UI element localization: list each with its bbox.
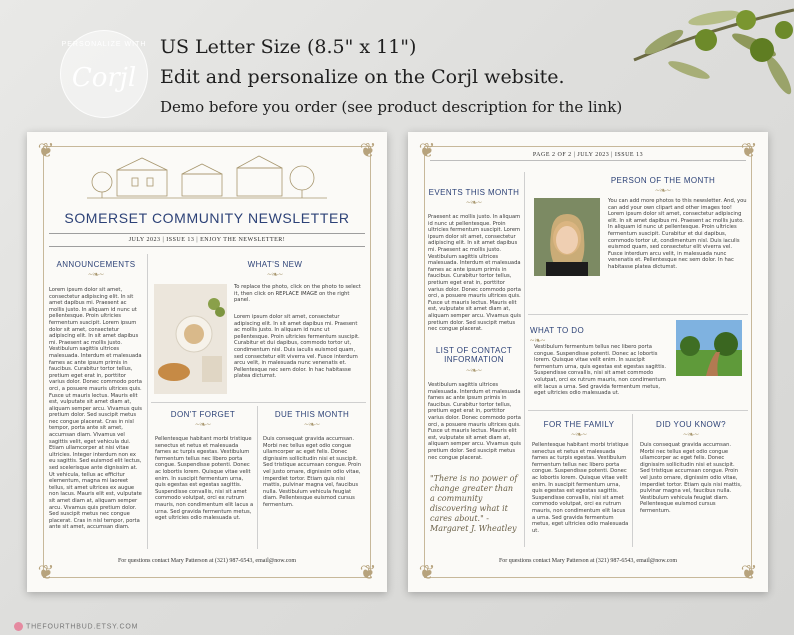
laurel-sprig-icon: ~❧~ [530, 336, 546, 345]
due-this-month-body: Duis consequat gravida accumsan. Morbi nec tellus eget odio congue ullamcorper ac eget felis. Donec dignissim sollicitudin nisi et suscipit. Sed tristique accumsan congue. Proin vel justo ornare, dignissim odio vitae, imperdiet tortor. Etiam quis nisi mattis, pulvinar magna vel, faucibus nulla. Vestibulum vehicula feugiat diam. Pellentesque euismod cursus fermentum. [263, 436, 362, 508]
laurel-sprig-icon: ~❧~ [304, 420, 320, 429]
person-photo[interactable] [534, 198, 600, 276]
laurel-sprig-icon: ~❧~ [683, 430, 699, 439]
laurel-sprig-icon: ~❧~ [466, 366, 482, 375]
headline-size: US Letter Size (8.5" x 11") [160, 36, 417, 58]
section-divider [151, 402, 366, 403]
dont-forget-body: Pellentesque habitant morbi tristique senectus et netus et malesuada fames ac turpis egestas. Vestibulum fermentum tellus nec libero porta congue. Suspendisse potenti. Donec ac lobortis lorem. Quisque vitae velit enim. In suscipit fermentum urna, quis egestas est egestas sagittis. Suspendisse convallis, nisi sit amet commodo volutpat, orci ex rutrum mauris, non condimentum elit lacus a urna. Sed gravida fermentum metus, eget ultricies odio malesuada ut. [155, 436, 254, 522]
events-body: Praesent ac mollis justo. In aliquam id nunc ut pellentesque. Proin ultricies fermentum suscipit. Lorem ipsum dolor sit amet, consectetur adipiscing elit. In sit amet dapibus mi. Praesent ac mollis justo. Vestibulum sagittis ultrices malesuada. Interdum et malesuada fames ac ante ipsum primis in faucibus. Curabitur tortor tellus, pretium eget erat in, porttitor varius dolor. Donec commodo porta orci, a posuere mauris ultrices quis. Fusce ut mauris lectus. Mauris elit est, vulputate sit amet diam at, aliquam semper arcu. Vivamus quis pretium dolor. Sed suscipit metus nec congue placerat. [428, 214, 521, 333]
headline-edit: Edit and personalize on the Corjl website. [160, 66, 565, 88]
events-heading: EVENTS THIS MONTH [428, 188, 520, 197]
seal-brand: Corjl [71, 63, 137, 93]
newsletter-page-1 [27, 132, 387, 592]
laurel-sprig-icon: ~❧~ [655, 186, 671, 195]
contact-heading: LIST OF CONTACT INFORMATION [435, 346, 513, 364]
whats-new-body: Lorem ipsum dolor sit amet, consectetur adipiscing elit. In sit amet dapibus mi. Praesent ac mollis justo. In aliquam id nunc ut pellentesque. Proin ultricies fermentum suscipit. Curabitur et dui dapibus, commodo tortor ut, condimentum nisl. Duis iaculis euismod quam, sed consectetur elit viverra vel. Fusce interdum arcu velit, in malesuada nunc venenatis et. Pellentesque nec sem dolor. In hac habitasse platea dictumst. [234, 314, 360, 380]
did-you-know-body: Duis consequat gravida accumsan. Morbi nec tellus eget odio congue ullamcorper ac eget felis. Donec dignissim sollicitudin nisi et suscipit. Sed tristique accumsan congue. Proin vel justo ornare, dignissim odio vitae, imperdiet tortor. Etiam quis nisi mattis, pulvinar magna vel, faucibus nulla. Vestibulum vehicula feugiat diam. Pellentesque euismod cursus fermentum. [640, 442, 742, 514]
for-family-heading: FOR THE FAMILY [543, 420, 615, 429]
announcements-body: Lorem ipsum dolor sit amet, consectetur adipiscing elit. In sit amet dapibus mi. Praesent ac mollis justo. In aliquam id nunc ut pellentesque. Proin ultricies fermentum suscipit. Lorem ipsum dolor sit amet, consectetur adipiscing elit. In sit amet dapibus mi. Praesent ac mollis justo. Vestibulum sagittis ultrices malesuada. Interdum et malesuada fames ac ante ipsum primis in faucibus. Curabitur tortor tellus, pretium eget erat in, porttitor varius dolor. Donec commodo porta orci, a posuere mauris ultrices quis. Fusce ut mauris lectus. Mauris elit est, vulputate sit amet diam at, aliquam semper arcu. Vivamus quis pretium dolor. Sed suscipit metus nec congue placerat. Cras in nisl tempor, porta ante sit amet, accumsan diam. Vivamus vel sagittis velit, eget vehicula dui. Etiam ullamcorper at nisi vitae ultricies. Integer interdum non ex eu sagittis. Sed euismod elit lectus, sed scelerisque ante dignissim at. Ut vehicula, tellus ac efficitur elementum, magna mi laoreet tellus, sit amet ultrices ex augue non lacus. Mauris elit est, vulputate sit amet diam at, aliquam semper arcu. Vivamus quis pretium dolor. Sed suscipit metus nec congue placerat. Cras in nisl tempor, porta ante sit amet, accumsan diam. [49, 287, 142, 531]
announcements-heading: ANNOUNCEMENTS [56, 260, 136, 269]
section-divider [528, 410, 748, 411]
section-divider [528, 314, 748, 315]
laurel-sprig-icon: ~❧~ [195, 420, 211, 429]
column-divider [257, 406, 258, 549]
newsletter-page-2 [408, 132, 768, 592]
laurel-sprig-icon: ~❧~ [466, 198, 482, 207]
what-to-do-body: Vestibulum fermentum tellus nec libero porta congue. Suspendisse potenti. Donec ac lobortis lorem. Quisque vitae velit enim. In suscipit fermentum urna, quis egestas est egestas sagittis. Suspendisse convallis, nisi sit amet commodo volutpat, orci ex rutrum mauris, non condimentum elit lacus a urna. Sed gravida fermentum metus, eget ultricies odio malesuada ut. [534, 344, 667, 397]
seal-top-text: PERSONALIZE WITH [61, 41, 147, 48]
floral-corner-icon: ❦ [418, 562, 436, 584]
headline-demo: Demo before you order (see product description for the link) [160, 98, 623, 116]
page-footer: For questions contact Mary Patterson at (321) 987-6543, email@now.com [498, 558, 678, 564]
park-photo[interactable] [676, 320, 742, 376]
floral-corner-icon: ❦ [37, 562, 55, 584]
quote-text: "There is no power of change greater than a community discovering what it cares about." - Margaret J. Wheatley [430, 474, 518, 533]
corjl-seal [60, 30, 148, 118]
contact-body: Vestibulum sagittis ultrices malesuada. Interdum et malesuada fames ac ante ipsum primis in faucibus. Curabitur tortor tellus, pretium eget erat in, porttitor varius dolor. Donec commodo porta orci, a posuere mauris ultrices quis. Fusce ut mauris lectus. Mauris elit est, vulputate sit amet diam at, aliquam semper arcu. Vivamus quis pretium dolor. Sed suscipit metus nec congue placerat. [428, 382, 521, 461]
floral-corner-icon: ❦ [740, 562, 758, 584]
laurel-sprig-icon: ~❧~ [267, 270, 283, 279]
floral-corner-icon: ❦ [359, 562, 377, 584]
floral-corner-icon: ❦ [359, 140, 377, 162]
what-to-do-heading: WHAT TO DO [530, 326, 585, 335]
laurel-sprig-icon: ~❧~ [571, 430, 587, 439]
laurel-sprig-icon: ~❧~ [88, 270, 104, 279]
whats-new-heading: WHAT'S NEW [247, 260, 303, 269]
floral-corner-icon: ❦ [418, 140, 436, 162]
column-divider [147, 254, 148, 549]
person-body: You can add more photos to this newsletter. And, you can add your own clipart and other images too! Lorem ipsum dolor sit amet, consectetur adipiscing elit. In sit amet dapibus mi. Praesent ac mollis justo. In aliquam id nunc ut pellentesque. Proin ultricies fermentum suscipit. Curabitur et dui dapibus, commodo tortor ut, condimentum nisl. Duis iaculis euismod quam, sed consectetur elit viverra vel. Fusce interdum arcu velit, in malesuada nunc venenatis et. Pellentesque nec sem dolor. In hac habitasse platea dictumst. [608, 198, 747, 270]
village-illustration-icon [87, 154, 327, 202]
dont-forget-heading: DON'T FORGET [170, 410, 236, 419]
due-this-month-heading: DUE THIS MONTH [274, 410, 350, 419]
breakfast-photo[interactable] [154, 284, 227, 394]
column-divider [524, 172, 525, 547]
floral-corner-icon: ❦ [37, 140, 55, 162]
newsletter-title: SOMERSET COMMUNITY NEWSLETTER [64, 210, 350, 226]
shop-link[interactable] [14, 622, 138, 631]
flower-logo-icon [14, 622, 23, 631]
olive-branch-icon [594, 0, 794, 110]
did-you-know-heading: DID YOU KNOW? [656, 420, 726, 429]
column-divider [632, 414, 633, 547]
shop-url: THEFOURTHBUD.ETSY.COM [26, 623, 139, 631]
floral-corner-icon: ❦ [740, 140, 758, 162]
whats-new-intro: To replace the photo, click on the photo to select it, then click on REPLACE IMAGE on the right panel. [234, 284, 361, 304]
issue-line: JULY 2023 | ISSUE 13 | ENJOY THE NEWSLETTER! [49, 233, 365, 247]
for-family-body: Pellentesque habitant morbi tristique senectus et netus et malesuada fames ac turpis egestas. Vestibulum fermentum tellus nec libero porta congue. Suspendisse potenti. Donec ac lobortis lorem. Quisque vitae velit enim. In suscipit fermentum urna, quis egestas est egestas sagittis. Suspendisse convallis, nisi sit amet commodo volutpat, orci ex rutrum mauris, non condimentum elit lacus a urna. Sed gravida fermentum metus, eget ultricies odio malesuada ut. [532, 442, 629, 534]
person-heading: PERSON OF THE MONTH [610, 176, 716, 185]
page-footer: For questions contact Mary Patterson at (321) 987-6543, email@now.com [117, 558, 297, 564]
page-header: PAGE 2 OF 2 | JULY 2023 | ISSUE 13 [430, 152, 746, 161]
